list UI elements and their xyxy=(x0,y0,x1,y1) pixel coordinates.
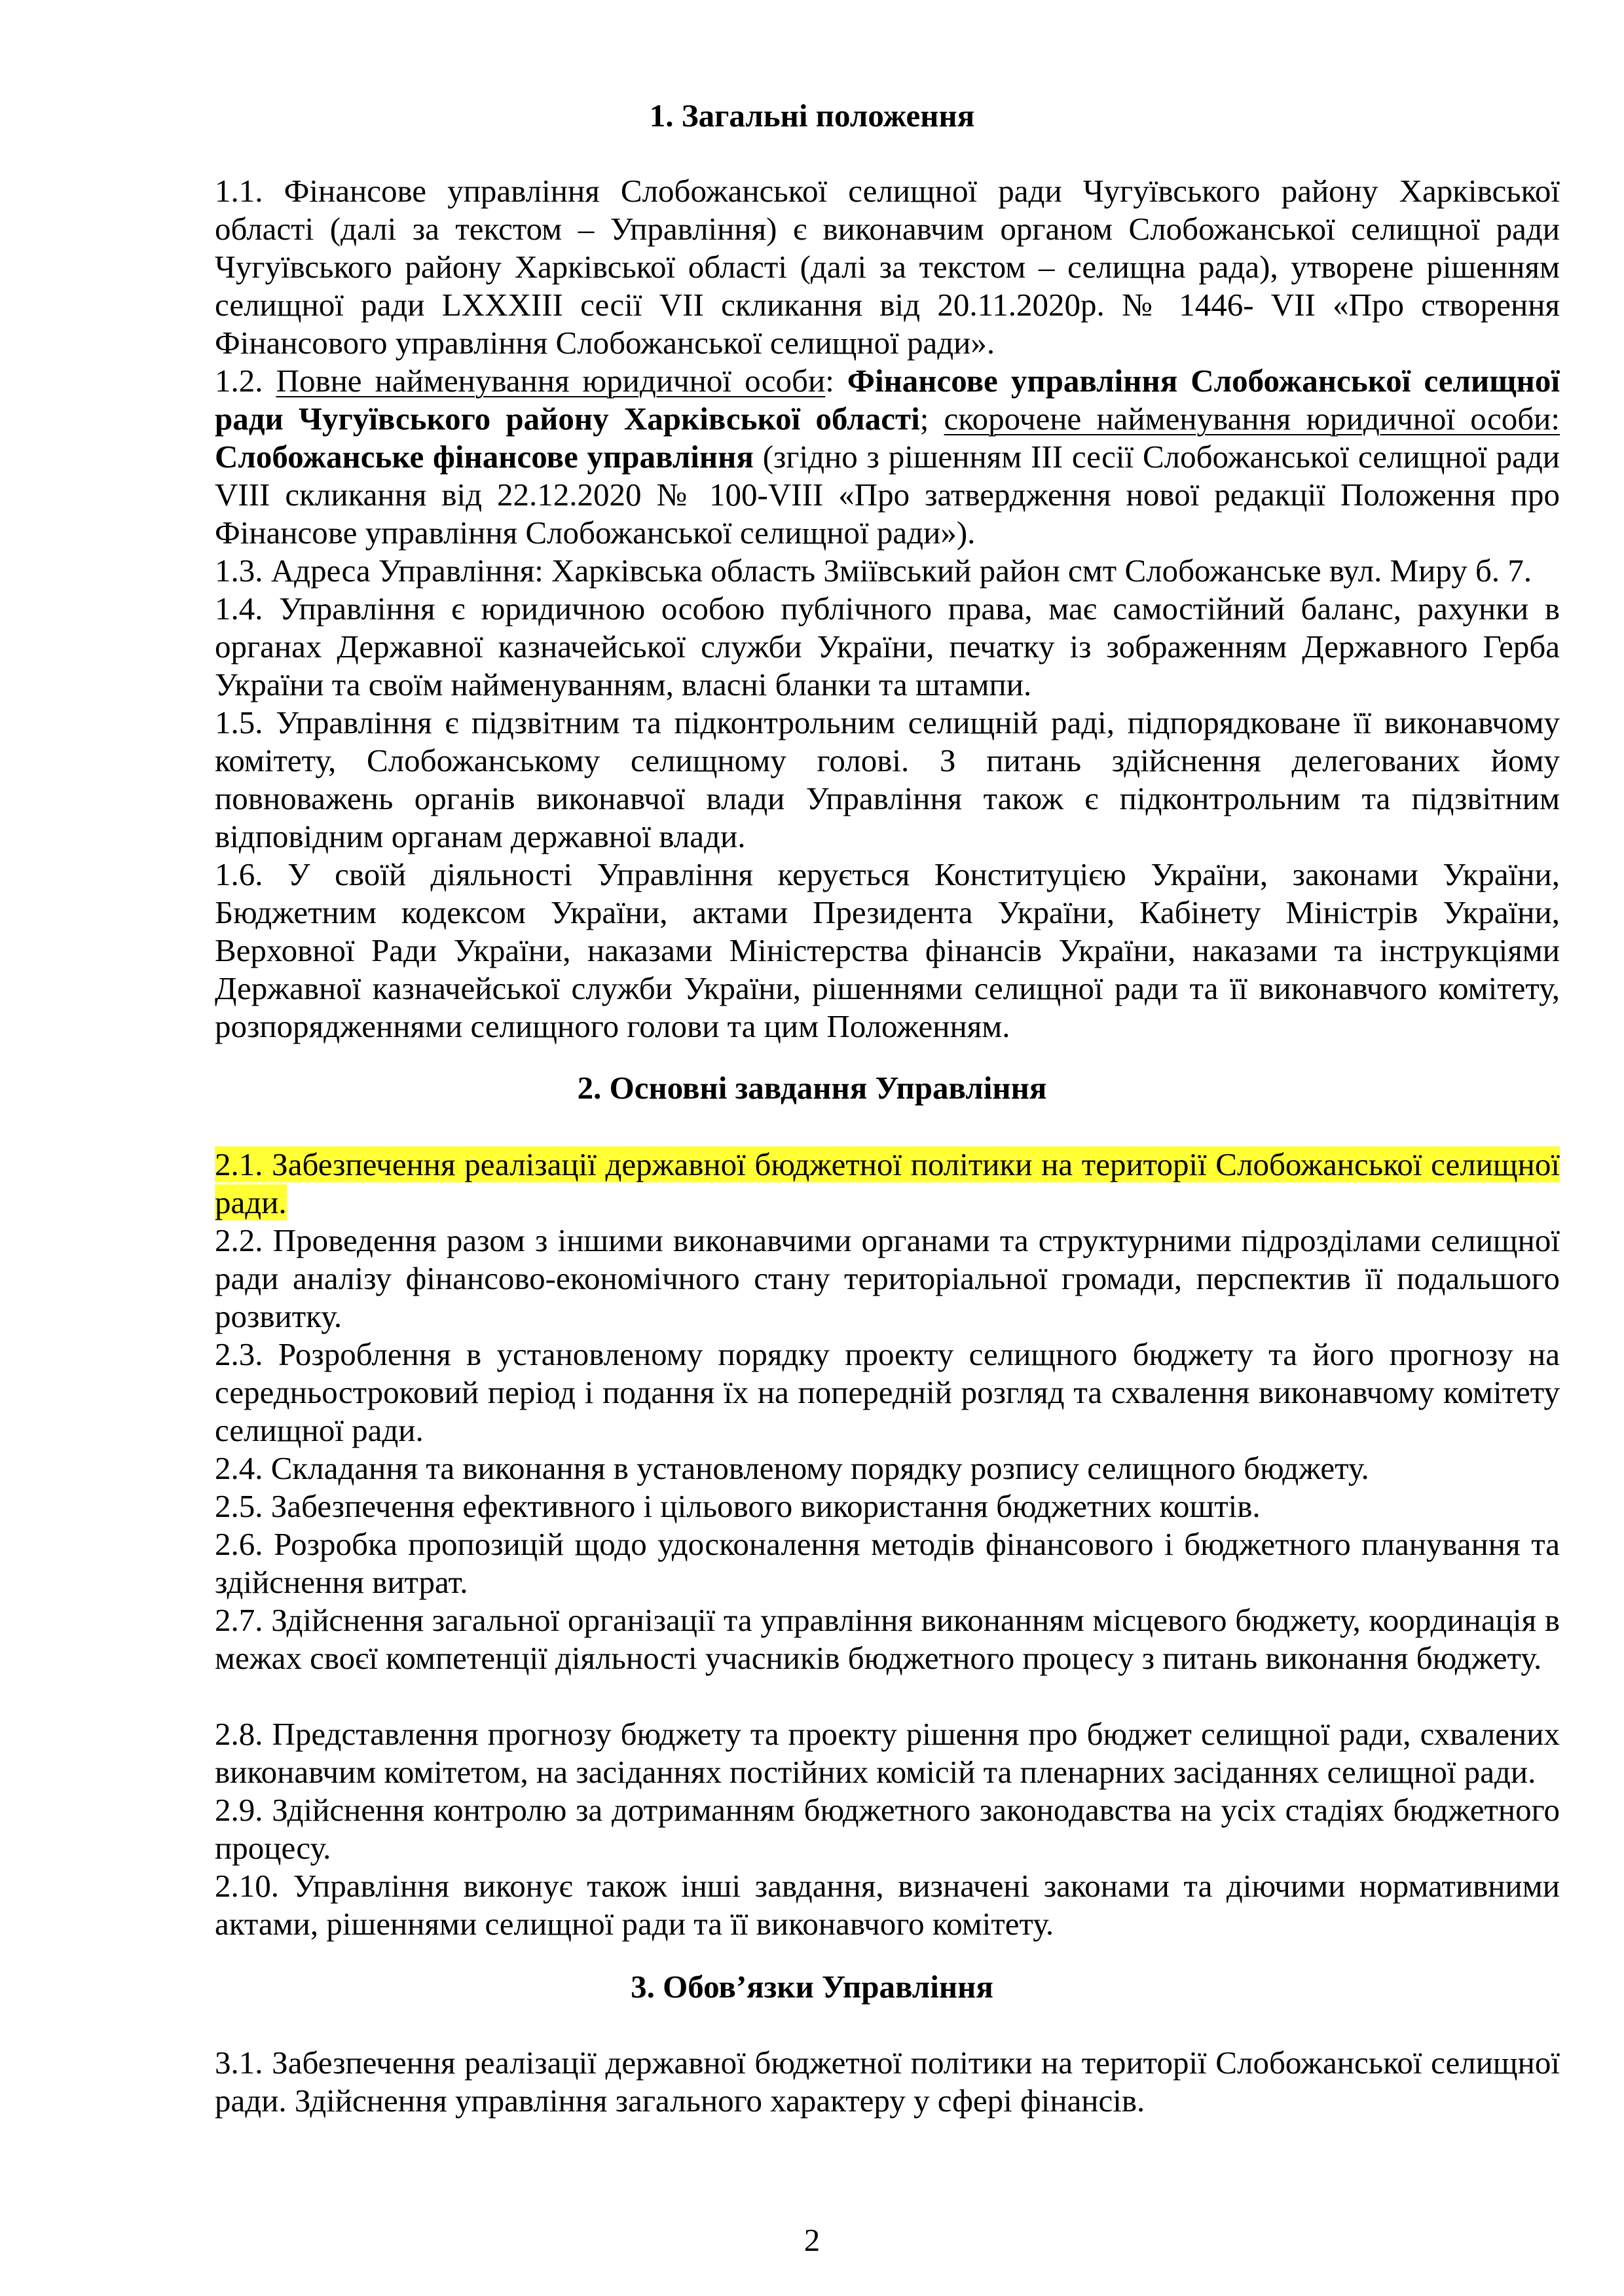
full-name-colon: : xyxy=(825,363,847,399)
paragraph-2-3: 2.3. Розроблення в установленому порядку проекту селищного бюджету та його прогнозу на середньостроковий період і подання їх на попередній розгляд та схвалення виконавчому комітету селищної ради. xyxy=(215,1336,1560,1448)
paragraph-2-6: 2.6. Розробка пропозицій щодо удосконалення методів фінансового і бюджетного планування та здійснення витрат. xyxy=(215,1526,1560,1600)
paragraph-2-5: 2.5. Забезпечення ефективного і цільового використання бюджетних коштів. xyxy=(215,1488,1261,1524)
full-name-label: Повне найменування юридичної особи xyxy=(276,363,826,399)
short-name-label: скорочене найменування юридичної особи: xyxy=(944,401,1560,437)
paragraph-2-2: 2.2. Проведення разом з іншими виконавчими органами та структурними підрозділами селищної ради аналізу фінансово-економічного стану територіальної громади, перспектив її подальшого розвитку. xyxy=(215,1222,1560,1334)
paragraph-2-7: 2.7. Здійснення загальної організації та управління виконанням місцевого бюджету, координація в межах своєї компетенції діяльності учасників бюджетного процесу з питань виконання бюджету. xyxy=(215,1602,1560,1676)
paragraph-1-2-rest: (згідно з рішенням ІІІ сесії Слобожанської селищної ради VIII скликання від 22.12.2020 № 100-VIII «Про затвердження нової редакції Положення про Фінансове управління Слобожанської селищної ради»). xyxy=(215,439,1560,551)
paragraph-3-1: 3.1. Забезпечення реалізації державної бюджетної політики на території Слобожанської селищної ради. Здійснення управління загального характеру у сфері фінансів. xyxy=(215,2045,1560,2119)
full-legal-name: Фінансове управління Слобожанської селищної ради Чугуївського району Харківської області xyxy=(215,363,1560,437)
section-heading-main-tasks: 2. Основні завдання Управління xyxy=(577,1070,1047,1106)
paragraph-1-6: 1.6. У своїй діяльності Управління керується Конституцією України, законами України, Бюджетним кодексом України, актами Президента України, Кабінету Міністрів України, Верховної Ради України, наказами Міністерства фінансів України, наказами та інструкціями Державної казначейської служби України, рішеннями селищної ради та її виконавчого комітету, розпорядженнями селищного голови та цим Положенням. xyxy=(215,856,1560,1044)
page-number: 2 xyxy=(803,2222,821,2258)
section-heading-duties: 3. Обов’язки Управління xyxy=(631,1969,993,2005)
paragraph-1-5: 1.5. Управління є підзвітним та підконтрольним селищній раді, підпорядковане її виконавчому комітету, Слобожанському селищному голові. З питань здійснення делегованих йому повноважень органів виконавчої влади Управління також є підконтрольним та підзвітним відповідним органам державної влади. xyxy=(215,704,1560,854)
paragraph-1-2 xyxy=(215,362,1560,552)
short-legal-name: Слобожанське фінансове управління xyxy=(215,439,754,475)
paragraph-1-2-number: 1.2. xyxy=(215,363,276,399)
full-name-semicolon: ; xyxy=(919,401,944,437)
paragraph-2-1 xyxy=(215,1146,1560,1222)
paragraph-2-8: 2.8. Представлення прогнозу бюджету та проекту рішення про бюджет селищної ради, схвалених виконавчим комітетом, на засіданнях постійних комісій та пленарних засіданнях селищної ради. xyxy=(215,1716,1560,1790)
paragraph-2-4: 2.4. Складання та виконання в установленому порядку розпису селищного бюджету. xyxy=(215,1450,1369,1486)
paragraph-1-1: 1.1. Фінансове управління Слобожанської селищної ради Чугуївського району Харківської області (далі за текстом – Управління) є виконавчим органом Слобожанської селищної ради Чугуївського району Харківської області (далі за текстом – селищна рада), утворене рішенням селищної ради LXXXIII сесії VII скликання від 20.11.2020р. № 1446- VII «Про створення Фінансового управління Слобожанської селищної ради». xyxy=(215,173,1560,361)
paragraph-1-3: 1.3. Адреса Управління: Харківська область Зміївський район смт Слобожанське вул. Миру б. 7. xyxy=(215,553,1532,589)
section-heading-general-provisions: 1. Загальні положення xyxy=(649,98,975,134)
paragraph-2-10: 2.10. Управління виконує також інші завдання, визначені законами та діючими нормативними актами, рішеннями селищної ради та її виконавчого комітету. xyxy=(215,1868,1560,1942)
paragraph-1-4: 1.4. Управління є юридичною особою публічного права, має самостійний баланс, рахунки в органах Державної казначейської служби України, печатку із зображенням Державного Герба України та своїм найменуванням, власні бланки та штампи. xyxy=(215,591,1560,702)
highlighted-text: 2.1. Забезпечення реалізації державної бюджетної політики на території Слобожанської селищної ради. xyxy=(215,1146,1560,1220)
paragraph-2-9: 2.9. Здійснення контролю за дотриманням бюджетного законодавства на усіх стадіях бюджетного процесу. xyxy=(215,1792,1560,1866)
